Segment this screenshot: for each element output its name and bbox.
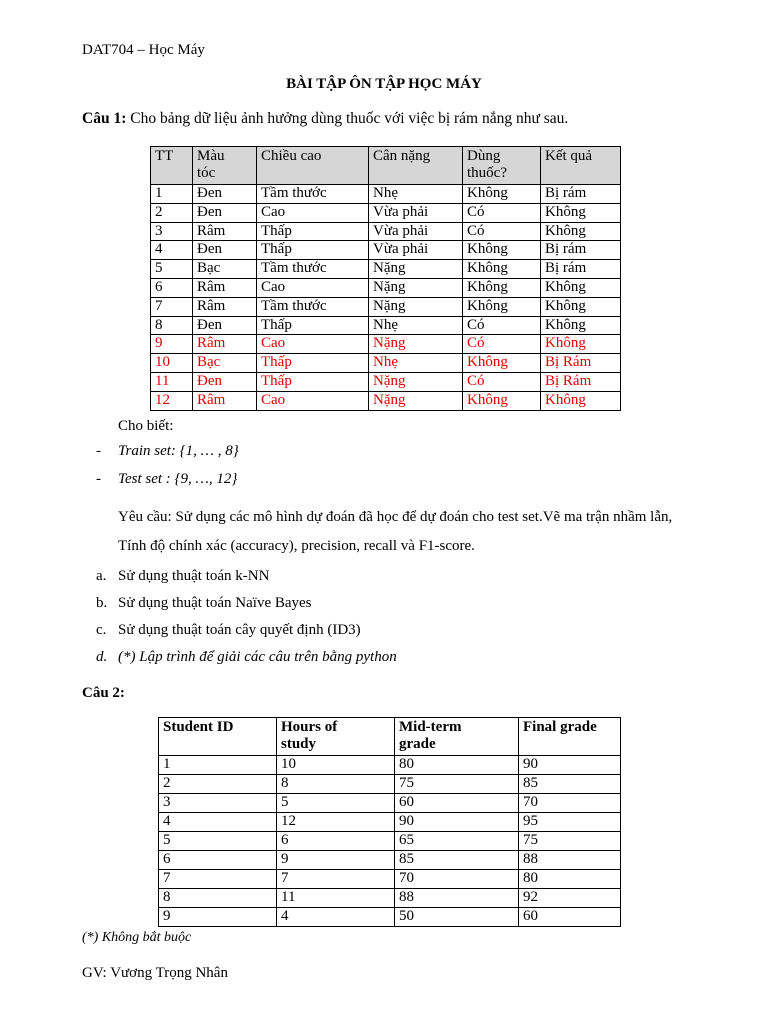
table-cell: 9 (159, 908, 277, 927)
table-cell: Đen (193, 372, 257, 391)
table-cell: Không (463, 354, 541, 373)
table-cell: 5 (277, 794, 395, 813)
column-header: Cân nặng (369, 147, 463, 185)
table-cell: Nặng (369, 335, 463, 354)
table-cell: Bị Rám (541, 354, 621, 373)
table-cell: 6 (151, 278, 193, 297)
table-cell: 4 (151, 241, 193, 260)
table-cell: Bị rám (541, 185, 621, 204)
table-row (151, 241, 621, 260)
table-cell: Nặng (369, 278, 463, 297)
table-cell: 85 (519, 775, 621, 794)
table-row (151, 372, 621, 391)
table-cell: 90 (395, 813, 519, 832)
table-cell: Cao (257, 203, 369, 222)
table-row (159, 908, 621, 927)
question-2-label: Câu 2: (82, 685, 125, 701)
table-cell: 75 (395, 775, 519, 794)
option-letter: a. (96, 568, 107, 584)
test-set: Test set : {9, …, 12} (118, 471, 238, 487)
table-cell: Vừa phải (369, 241, 463, 260)
table-cell: 11 (151, 372, 193, 391)
table-cell: Thấp (257, 354, 369, 373)
table-row (151, 222, 621, 241)
table-cell: 2 (151, 203, 193, 222)
table-cell: 75 (519, 832, 621, 851)
table-cell: 10 (277, 756, 395, 775)
question-1-text: Cho bảng dữ liệu ảnh hưởng dùng thuốc với việc bị rám nắng như sau. (126, 110, 569, 127)
table-cell: Râm (193, 391, 257, 410)
table-cell: 5 (159, 832, 277, 851)
table-row (159, 870, 621, 889)
table-cell: Có (463, 335, 541, 354)
table-cell: Râm (193, 297, 257, 316)
table-cell: 7 (159, 870, 277, 889)
table-cell: Bị Rám (541, 372, 621, 391)
column-header: Kết quả (541, 147, 621, 185)
table-cell: 88 (395, 889, 519, 908)
teacher-name: GV: Vương Trọng Nhân (82, 965, 228, 981)
table-cell: Nhẹ (369, 316, 463, 335)
table-cell: 3 (151, 222, 193, 241)
table-cell: Không (463, 241, 541, 260)
table-cell: Không (463, 185, 541, 204)
table-cell: 65 (395, 832, 519, 851)
table-cell: Không (541, 278, 621, 297)
table-cell: 85 (395, 851, 519, 870)
table-cell: Tầm thước (257, 185, 369, 204)
question-1-prompt (82, 110, 568, 128)
footnote: (*) Không bắt buộc (82, 930, 192, 945)
table-cell: Vừa phải (369, 222, 463, 241)
bullet-dash: - (96, 443, 101, 459)
column-header: Hours of study (277, 718, 395, 756)
table-cell: Thấp (257, 222, 369, 241)
column-header: TT (151, 147, 193, 185)
table-cell: 10 (151, 354, 193, 373)
question-1-label: Câu 1: (82, 110, 127, 127)
train-set: Train set: {1, … , 8} (118, 443, 239, 459)
table-cell: Nặng (369, 297, 463, 316)
table-cell: 80 (519, 870, 621, 889)
table-row (159, 889, 621, 908)
table-row (159, 851, 621, 870)
table-cell: 7 (277, 870, 395, 889)
table-cell: Nhẹ (369, 354, 463, 373)
table-cell: Bị rám (541, 241, 621, 260)
page-title: BÀI TẬP ÔN TẬP HỌC MÁY (286, 76, 482, 92)
table-cell: 7 (151, 297, 193, 316)
table-cell: 8 (151, 316, 193, 335)
table-row (151, 335, 621, 354)
table-row (151, 260, 621, 279)
column-header: Mid-term grade (395, 718, 519, 756)
course-code: DAT704 – Học Máy (82, 42, 205, 58)
table-row (151, 316, 621, 335)
table-cell: Không (463, 297, 541, 316)
table-cell: Không (541, 391, 621, 410)
table-cell: 9 (151, 335, 193, 354)
option-text: Sử dụng thuật toán k-NN (118, 568, 270, 584)
table-cell: Thấp (257, 241, 369, 260)
table-row (151, 354, 621, 373)
option-text: Sử dụng thuật toán cây quyết định (ID3) (118, 622, 361, 638)
table-cell: 3 (159, 794, 277, 813)
sunburn-data-table (150, 146, 621, 411)
option-letter: d. (96, 649, 108, 665)
table-cell: 6 (159, 851, 277, 870)
student-grade-table (158, 717, 621, 927)
table-row (159, 756, 621, 775)
table-cell: Đen (193, 316, 257, 335)
table-row (151, 297, 621, 316)
table-cell: Không (541, 335, 621, 354)
column-header: Student ID (159, 718, 277, 756)
given-label: Cho biết: (118, 418, 174, 434)
table-cell: 8 (277, 775, 395, 794)
table-cell: Bạc (193, 354, 257, 373)
table-cell: Nặng (369, 391, 463, 410)
option-letter: b. (96, 595, 108, 611)
table-cell: Nhẹ (369, 185, 463, 204)
table-cell: Đen (193, 241, 257, 260)
table-cell: Đen (193, 203, 257, 222)
table-cell: Vừa phải (369, 203, 463, 222)
table-row (151, 203, 621, 222)
table-cell: 50 (395, 908, 519, 927)
table-cell: Có (463, 316, 541, 335)
table-cell: 80 (395, 756, 519, 775)
column-header: Final grade (519, 718, 621, 756)
table-row (151, 278, 621, 297)
table-cell: 9 (277, 851, 395, 870)
table-cell: 4 (159, 813, 277, 832)
table-cell: 60 (395, 794, 519, 813)
table-header-row (151, 147, 621, 185)
table-row (159, 794, 621, 813)
table-cell: Thấp (257, 372, 369, 391)
table-cell: 90 (519, 756, 621, 775)
table-cell: 6 (277, 832, 395, 851)
column-header: Màu tóc (193, 147, 257, 185)
table-cell: Râm (193, 278, 257, 297)
table-cell: 60 (519, 908, 621, 927)
table-cell: Cao (257, 278, 369, 297)
table-cell: Tầm thước (257, 297, 369, 316)
table-cell: Đen (193, 185, 257, 204)
table-row (151, 185, 621, 204)
table-cell: Bị rám (541, 260, 621, 279)
table-cell: Nặng (369, 372, 463, 391)
table-cell: Có (463, 222, 541, 241)
table-cell: Không (541, 297, 621, 316)
table-cell: 11 (277, 889, 395, 908)
table-row (151, 391, 621, 410)
table-cell: Râm (193, 335, 257, 354)
table-cell: 92 (519, 889, 621, 908)
table-cell: Không (463, 278, 541, 297)
table-cell: 95 (519, 813, 621, 832)
table-cell: Không (463, 391, 541, 410)
table-cell: Không (463, 260, 541, 279)
table-cell: 70 (519, 794, 621, 813)
table-cell: 8 (159, 889, 277, 908)
table-cell: 12 (151, 391, 193, 410)
option-text: Sử dụng thuật toán Naïve Bayes (118, 595, 312, 611)
table-cell: 1 (151, 185, 193, 204)
table-cell: 12 (277, 813, 395, 832)
table-cell: Không (541, 203, 621, 222)
table-cell: Cao (257, 391, 369, 410)
table-cell: 88 (519, 851, 621, 870)
table-cell: Có (463, 203, 541, 222)
option-letter: c. (96, 622, 107, 638)
table-cell: 1 (159, 756, 277, 775)
table-cell: Cao (257, 335, 369, 354)
table-cell: 2 (159, 775, 277, 794)
table-cell: Không (541, 222, 621, 241)
table-cell: Bạc (193, 260, 257, 279)
column-header: Dùng thuốc? (463, 147, 541, 185)
table-row (159, 775, 621, 794)
table-cell: Không (541, 316, 621, 335)
requirement-text: Yêu cầu: Sử dụng các mô hình dự đoán đã học để dự đoán cho test set.Vẽ ma trận nhầm lẫn, Tính độ chính xác (accuracy), precision, recall và F1-score. (118, 509, 673, 554)
table-row (159, 813, 621, 832)
table-cell: 70 (395, 870, 519, 889)
table-cell: 5 (151, 260, 193, 279)
table-cell: Có (463, 372, 541, 391)
option-text: (*) Lập trình để giải các câu trên bằng python (118, 649, 397, 665)
table-cell: Râm (193, 222, 257, 241)
table-cell: Thấp (257, 316, 369, 335)
table-header-row (159, 718, 621, 756)
table-cell: Nặng (369, 260, 463, 279)
table-cell: Tầm thước (257, 260, 369, 279)
table-cell: 4 (277, 908, 395, 927)
bullet-dash: - (96, 471, 101, 487)
table-row (159, 832, 621, 851)
column-header: Chiều cao (257, 147, 369, 185)
